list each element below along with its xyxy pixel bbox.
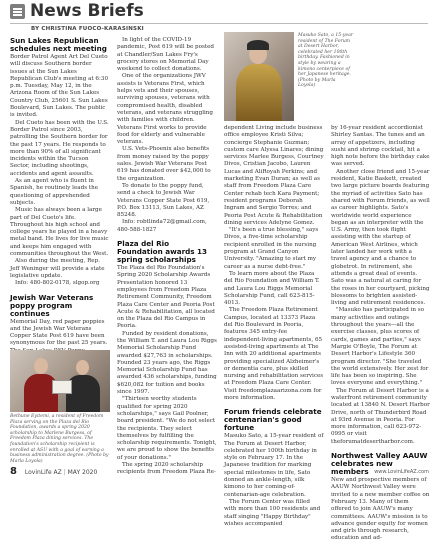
paragraph: The Forum Center was filled with more than 100 residents and staff singing "Happy Birthday" wishes accompanied [224,498,321,527]
paragraph: Info: 480-802-0178, slgop.org [15,280,100,287]
column-4 [331,125,430,543]
paragraph: Masuko Sato, a 15-year resident of The Forum at Desert Harbor, celebrated her 100th birthday in style on February 17. In the Japanese tradition for marking special milestones in life, Sato donned an ankle-length, silk kimono to her coming-of-centenarian-age celebration. [224,433,324,498]
paragraph: U.S. Vets-Phoenix also benefits from money raised by the poppy sales. Jewish War Veterans Post 619 has donated over $42,000 to the organization. [117,146,211,182]
news-section-icon [10,4,25,19]
article-heading: Northwest Valley AAUW celebrates new members [331,451,428,477]
paragraph: "Thirteen worthy students qualified for spring 2020 scholarships," says Gail Poolner, board president. "We do not select the recipients. They select themselves by fulfilling the scholarship requirements. Tonight, we are proud to show the benefits of your donations." [117,396,217,461]
article-heading: Forum friends celebrate centenarian's good fortune [224,407,322,433]
byline: BY CHRISTINA FUOCO-KARASINSKI [31,26,144,32]
paragraph: To learn more about the Plaza del Rio Foundation and William T. and Laura Lou Riggs Memorial Scholarship Fund, call 623-815-4013. [224,270,320,307]
page-number: 8 [10,466,17,477]
paragraph: Info: robtlinda72@gmail.com, 480-588-1827 [117,219,207,233]
paragraph: Border Patrol Agent Art Del Cueto will discuss Southern border issues at the Sun Lakes Republican Club's meeting at 6:30 p.m. Tuesday, May 12, in the Arizona Room of the Sun Lakes Country Club, 25601 S. Sun Lakes Boulevard, Sun Lakes. The public is invited. [10,54,108,119]
paragraph: As an agent who is fluent in Spanish, he routinely leads the questioning of apprehended subjects. [10,178,99,206]
paragraph: Another close friend and 15-year resident, Katie Baskett, created two large picture boards featuring the myriad of activities Sato has shared with Forum friends, as well as career highlights. Sato's worldwide world experience began as an interpreter with the U.S. Army, then took flight assisting with the startup of American West Airlines, which later landed her work with a travel agency and a chance to globetrot. In retirement, she attends a great deal of events. Sato was a natural at caring for the roses in her courtyard, picking blossoms to brighten assisted-living and retirement residences. [331,168,430,307]
paragraph: dependent Living include business office employee Kristi Silva; concierge Stephanie Guzman; custom care Alyssa Linares; dining services Marlee Burgess, Courtney Divos, Cristian Jacobo, Lauren Lucas and AliRoyah Perkins; and marketing Evan Duran; as well as staff from Freedom Plaza Care Center rehab tech Kara Payment; resident programs Deborah Ingram and Sergio Torres; and Peoria Post Acute & Rehabilitation dining services Adelyne Gomez. [224,125,324,226]
paragraph: Memorial Day, red paper poppies and the Jewish War Veterans Copper State Post 619 have been synonymous for the past 25 years. [10,318,108,347]
section-title: News Briefs [30,1,144,21]
scholarship-photo [10,350,110,412]
article-heading: Sun Lakes Republican schedules next meeting [10,36,107,53]
issue-date: MAY 2020 [67,469,98,476]
header-rule [10,23,428,24]
centenarian-photo [224,32,294,121]
photo-caption: Bethune Eyitemi, a resident of Freedom Plaza serving on the Plaza del Rio Foundation, awards a spring 2020 scholarship to Marlene Burgess, of Freedom Plaza dining services. The foundation's scholarship recipient is enrolled at ASU with a goal of earning a business administration degree. (Photo by Marla Loyola) [10,414,109,464]
paragraph: One of the organizations JWV assists is Veterans First, which helps vets and their spouses, surviving spouses, veterans with compromised health, disabled veterans, and veterans struggling with families with children. Veterans First works to provide food for elderly and vulnerable veterans. [117,73,213,146]
paragraph: The Freedom Plaza Retirement Campus, located at 13373 Plaza del Rio Boulevard in Peoria, features 345 entry-fee independent-living apartments, 65 assisted-living apartments at The Inn with 20 additional apartments providing specialized Alzheimer's or dementia care, plus skilled nursing and rehabilitation services at Freedom Plaza Care Center. Visit freedomplazaarizona.com for more information. [224,307,324,401]
paragraph: In light of the COVID-19 pandemic, Post 619 will be posted at Chandler/Sun Lakes Fry's grocery stores on Memorial Day weekend to collect donations. [117,37,215,73]
paragraph: Funded by resident donations, the William T. and Laura Lou Riggs Memorial Scholarship Fund awarded $27,763 in scholarships. Founded 23 years ago, the Riggs Memorial Scholarship Fund has awarded 436 scholarships, funding $620,082 for tuition and books since 1997. [117,330,217,396]
paragraph: New and prospective members of AAUW Northwest Valley were invited to a new member coffee on February 13. Many of them offered to join AAUW's many committees. AAUW's mission is to advance gender equity for women and girls through research, education and ad- [331,477,430,542]
photo-caption: Masuko Sato, a 15-year resident of The Forum at Desert Harbor, celebrated her 100th birthday. Fashioned in style by wearing a kimono centerpiece of her Japanese heritage. (Photo by Marla Loyola) [298,33,354,89]
paragraph: "Masuko has participated in so many activities and outings throughout the years—all the exercise classes, plus scores of cards, games and parties," says Margie O'Boyle, The Forum at Desert Harbor's Lifestyle 360 program director. "She traveled the world extensively. Her zest for life has been so inspiring. She loves everyone and everything." [331,307,429,387]
paragraph: The spring 2020 scholarship recipients from Freedom Plaza Re- [117,462,216,476]
paragraph: The Forum at Desert Harbor is a waterfront retirement community located at 13840 N. Desert Harbor Drive, north of Thunderbird Road at 93rd Avenue in Peoria. For more information, call 623-972-0995 or visit theforumatdesertharbor.com. [331,387,430,445]
paragraph: To donate to the poppy fund, send a check to Jewish War Veterans Copper State Post 619, P.O. Box 13113, Sun Lakes, AZ 85248. [117,182,210,219]
column-2 [117,37,217,477]
article-heading: Jewish War Veterans poppy program continues [10,292,94,318]
paragraph: The Plaza del Rio Foundation's Spring 2020 Scholarship Awards Presentation honored 13 employees from Freedom Plaza Retirement Community, Freedom Plaza Care Center and Peoria Post Acute & Rehabilitation, all located on the Plaza del Rio Campus in Peoria. [117,265,215,330]
article-sun-lakes [10,37,109,288]
page-footer: 8 LovinLife AZ | MAY 2020 [10,466,98,477]
publication-name: LovinLife AZ [24,469,62,476]
paragraph: Also during the meeting, Rep. Jeff Weninger will provide a state legislative update. [10,258,105,279]
paragraph: Music has always been a large part of Del Cueto's life. Throughout his high school and college years he played in a heavy metal band. He lives for live music and keeps him engaged with communities throughout the West. [10,207,109,258]
website-url[interactable]: www.LovinLifeAZ.com [374,469,429,475]
column-3 [224,125,324,528]
paragraph: "It's been a true blessing," says Divos, a five-time scholarship recipient enrolled in the nursing program at Grand Canyon University. "Amazing to start my career as a nurse debt-free." [224,227,319,270]
paragraph: by 16-year resident accordionist Shirley Santas. The tunes and an array of appetizers, including sushi and shrimp cocktail, hit a high note before the birthday cake was served. [331,125,430,168]
article-heading: Plaza del Rio Foundation awards 13 spring scholarships [117,239,208,265]
paragraph: Del Cueto has been with the U.S. Border Patrol since 2003, patrolling the Southern border for the past 17 years. He responds to more than 90% of all significant incidents within the Tucson Sector, including shootings, accidents and agent assaults. [10,119,109,177]
